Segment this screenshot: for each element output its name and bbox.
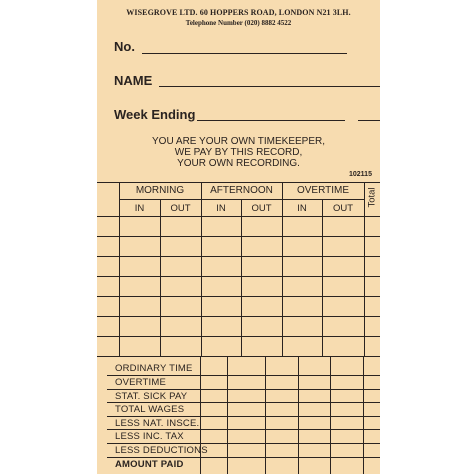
- grid-col-line: [119, 182, 120, 356]
- summary-row-line: [107, 429, 380, 430]
- morning-out-header: OUT: [170, 203, 191, 214]
- grid-row-line: [97, 296, 380, 297]
- summary-label-ordinary-time: ORDINARY TIME: [115, 363, 193, 374]
- header-afternoon: AFTERNOON: [210, 185, 273, 196]
- morning-in-header: IN: [134, 203, 145, 214]
- header-overtime: OVERTIME: [296, 185, 350, 196]
- grid-row-line: [97, 336, 380, 337]
- timesheet-card: [97, 0, 380, 474]
- grid-row-line: [97, 276, 380, 277]
- grid-col-line: [201, 182, 202, 356]
- grid-col-line: [282, 182, 283, 356]
- afternoon-in-header: IN: [216, 203, 226, 214]
- name-label: NAME: [114, 73, 153, 88]
- number-field-line[interactable]: [142, 53, 347, 54]
- grid-bottom-border: [97, 356, 380, 357]
- overtime-in-header: IN: [297, 203, 307, 214]
- week-ending-field-line[interactable]: [197, 120, 345, 121]
- overtime-out-header: OUT: [332, 203, 354, 214]
- notice-line-3: YOUR OWN RECORDING.: [177, 158, 300, 169]
- total-header: Total: [366, 187, 378, 208]
- grid-top-border: [97, 182, 380, 183]
- summary-label-overtime: OVERTIME: [115, 377, 167, 388]
- week-ending-field-line-end[interactable]: [358, 120, 380, 121]
- summary-row-line: [107, 389, 380, 390]
- summary-label-less-deductions: LESS DEDUCTIONS: [115, 445, 208, 456]
- grid-col-line: [364, 182, 365, 356]
- company-phone: Telephone Number (020) 8882 4522: [185, 19, 292, 27]
- summary-label-less-nat-insce: LESS NAT. INSCE.: [115, 418, 200, 429]
- grid-row-line: [97, 316, 380, 317]
- number-label: No.: [114, 39, 135, 54]
- summary-label-amount-paid: AMOUNT PAID: [115, 459, 184, 470]
- summary-label-less-inc-tax: LESS INC. TAX: [115, 431, 184, 442]
- grid-row-line: [97, 236, 380, 237]
- reference-number: 102115: [349, 171, 372, 178]
- header-morning: MORNING: [135, 185, 185, 196]
- grid-row-line: [97, 256, 380, 257]
- week-ending-label: Week Ending: [114, 107, 196, 122]
- notice-line-1: YOU ARE YOUR OWN TIMEKEEPER,: [152, 136, 325, 147]
- summary-label-total-wages: TOTAL WAGES: [115, 404, 185, 415]
- grid-col-line: [322, 199, 323, 356]
- grid-col-line: [160, 199, 161, 356]
- summary-row-line: [107, 402, 380, 403]
- name-field-line[interactable]: [159, 86, 380, 87]
- notice-line-2: WE PAY BY THIS RECORD,: [174, 147, 303, 158]
- summary-row-line: [107, 457, 380, 458]
- summary-row-line: [107, 375, 380, 376]
- summary-label-stat-sick-pay: STAT. SICK PAY: [115, 391, 188, 402]
- afternoon-out-header: OUT: [251, 203, 272, 214]
- summary-row-line: [107, 416, 380, 417]
- grid-col-line: [241, 199, 242, 356]
- company-address: WISEGROVE LTD. 60 HOPPERS ROAD, LONDON N21 3LH.: [126, 8, 351, 17]
- summary-row-line: [107, 443, 380, 444]
- grid-header-bottom: [97, 216, 380, 217]
